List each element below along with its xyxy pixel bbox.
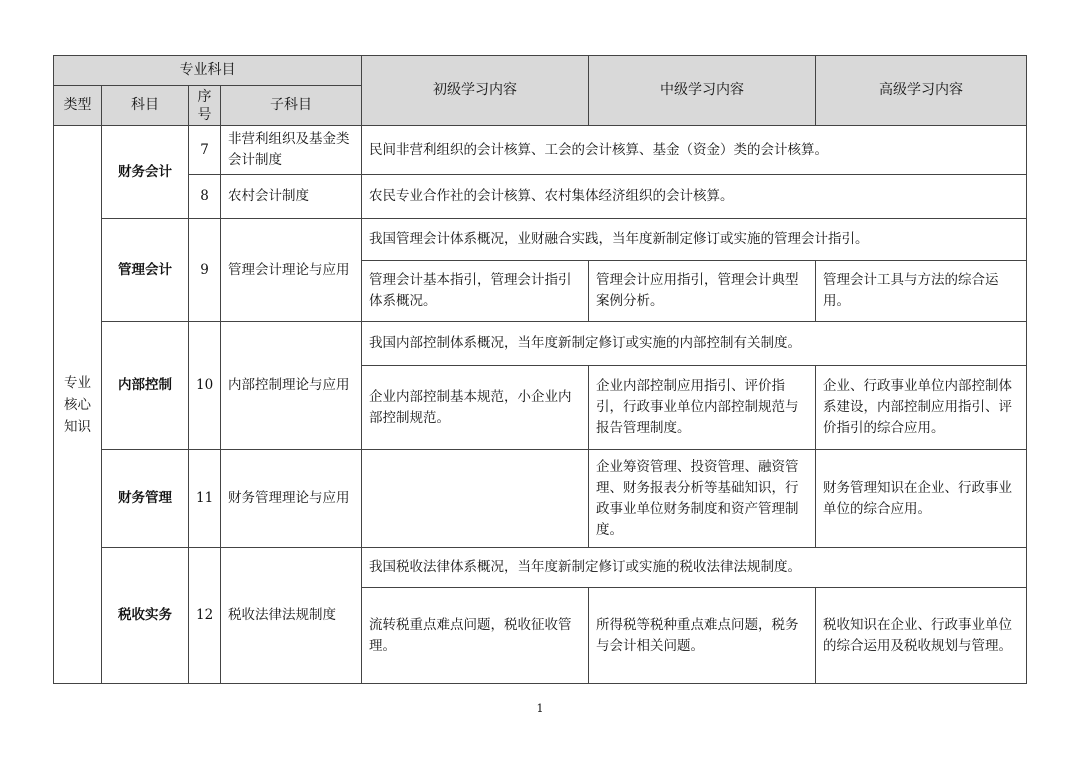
content-9-junior: 管理会计基本指引，管理会计指引体系概况。 xyxy=(362,261,589,322)
content-7: 民间非营利组织的会计核算、工会的会计核算、基金（资金）类的会计核算。 xyxy=(362,126,1027,175)
seq-9: 9 xyxy=(189,219,221,322)
seq-8: 8 xyxy=(189,175,221,219)
subsubject-10: 内部控制理论与应用 xyxy=(221,322,362,450)
subject-caiwu-kuaiji: 财务会计 xyxy=(102,126,189,219)
subject-shuishou-shiwu: 税收实务 xyxy=(102,548,189,684)
content-9-common: 我国管理会计体系概况，业财融合实践，当年度新制定修订或实施的管理会计指引。 xyxy=(362,219,1027,261)
header-junior: 初级学习内容 xyxy=(362,56,589,126)
content-11-junior xyxy=(362,450,589,548)
subject-caiwu-guanli: 财务管理 xyxy=(102,450,189,548)
subsubject-7: 非营利组织及基金类会计制度 xyxy=(221,126,362,175)
subsubject-11: 财务管理理论与应用 xyxy=(221,450,362,548)
subsubject-8: 农村会计制度 xyxy=(221,175,362,219)
seq-12: 12 xyxy=(189,548,221,684)
content-9-mid: 管理会计应用指引，管理会计典型案例分析。 xyxy=(589,261,816,322)
header-group: 专业科目 xyxy=(54,56,362,86)
header-subject: 科目 xyxy=(102,86,189,126)
content-10-mid: 企业内部控制应用指引、评价指引，行政事业单位内部控制规范与报告管理制度。 xyxy=(589,366,816,450)
subject-neibu-kongzhi: 内部控制 xyxy=(102,322,189,450)
content-10-senior: 企业、行政事业单位内部控制体系建设，内部控制应用指引、评价指引的综合应用。 xyxy=(816,366,1027,450)
page-number: 1 xyxy=(536,702,544,715)
subsubject-9: 管理会计理论与应用 xyxy=(221,219,362,322)
content-12-common: 我国税收法律体系概况，当年度新制定修订或实施的税收法律法规制度。 xyxy=(362,548,1027,588)
content-12-mid: 所得税等税种重点难点问题，税务与会计相关问题。 xyxy=(589,588,816,684)
seq-10: 10 xyxy=(189,322,221,450)
header-type: 类型 xyxy=(54,86,102,126)
subject-guanli-kuaiji: 管理会计 xyxy=(102,219,189,322)
content-10-common: 我国内部控制体系概况，当年度新制定修订或实施的内部控制有关制度。 xyxy=(362,322,1027,366)
subsubject-12: 税收法律法规制度 xyxy=(221,548,362,684)
header-subsubject: 子科目 xyxy=(221,86,362,126)
content-11-senior: 财务管理知识在企业、行政事业单位的综合应用。 xyxy=(816,450,1027,548)
content-10-junior: 企业内部控制基本规范，小企业内部控制规范。 xyxy=(362,366,589,450)
header-mid: 中级学习内容 xyxy=(589,56,816,126)
content-9-senior: 管理会计工具与方法的综合运用。 xyxy=(816,261,1027,322)
header-seq: 序号 xyxy=(189,86,221,126)
curriculum-table xyxy=(53,55,1027,684)
seq-7: 7 xyxy=(189,126,221,175)
content-11-mid: 企业筹资管理、投资管理、融资管理、财务报表分析等基础知识，行政事业单位财务制度和资产管理制度。 xyxy=(589,450,816,548)
seq-11: 11 xyxy=(189,450,221,548)
content-12-senior: 税收知识在企业、行政事业单位的综合运用及税收规划与管理。 xyxy=(816,588,1027,684)
content-8: 农民专业合作社的会计核算、农村集体经济组织的会计核算。 xyxy=(362,175,1027,219)
type-cell: 专业核心知识 xyxy=(54,126,102,684)
content-12-junior: 流转税重点难点问题，税收征收管理。 xyxy=(362,588,589,684)
header-senior: 高级学习内容 xyxy=(816,56,1027,126)
